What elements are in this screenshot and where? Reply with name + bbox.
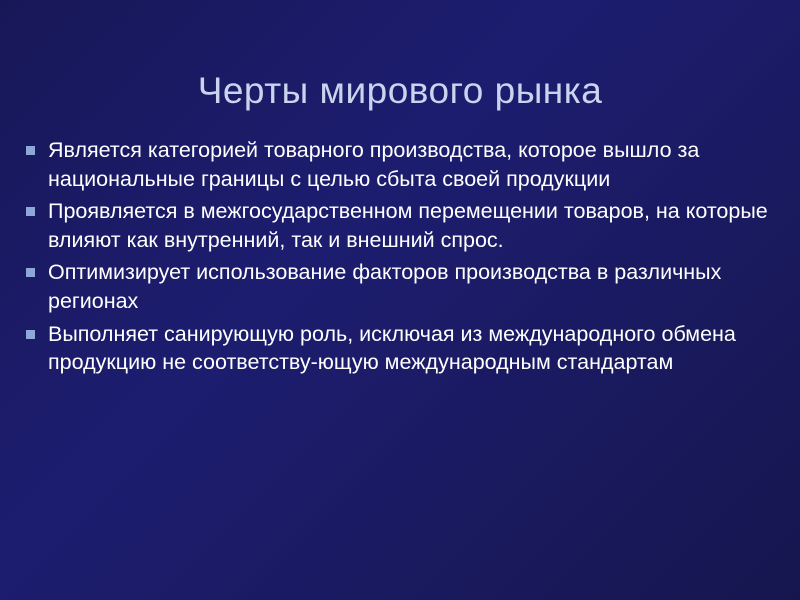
list-item-label: Выполняет санирующую роль, исключая из международного обмена продукцию не соответству-ющую международным стандартам: [48, 321, 736, 375]
list-item: [26, 136, 786, 193]
list-item: [26, 258, 786, 315]
list-item-label: Является категорией товарного производства, которое вышло за национальные границы с целью сбыта своей продукции: [48, 138, 700, 191]
square-bullet-icon: [26, 258, 48, 277]
square-bullet-icon: [26, 197, 48, 216]
list-item-label: Проявляется в межгосударственном перемещении товаров, на которые влияют как внутренний, так и внешний спрос.: [48, 199, 768, 252]
list-item-label: Оптимизирует использование факторов производства в различных регионах: [48, 260, 722, 313]
square-bullet-icon: [26, 136, 48, 155]
list-item: [26, 197, 786, 254]
bullet-list: [26, 136, 786, 381]
page-title: Черты мирового рынка: [197, 69, 603, 111]
square-bullet-icon: [26, 320, 48, 339]
list-item: [26, 320, 786, 377]
